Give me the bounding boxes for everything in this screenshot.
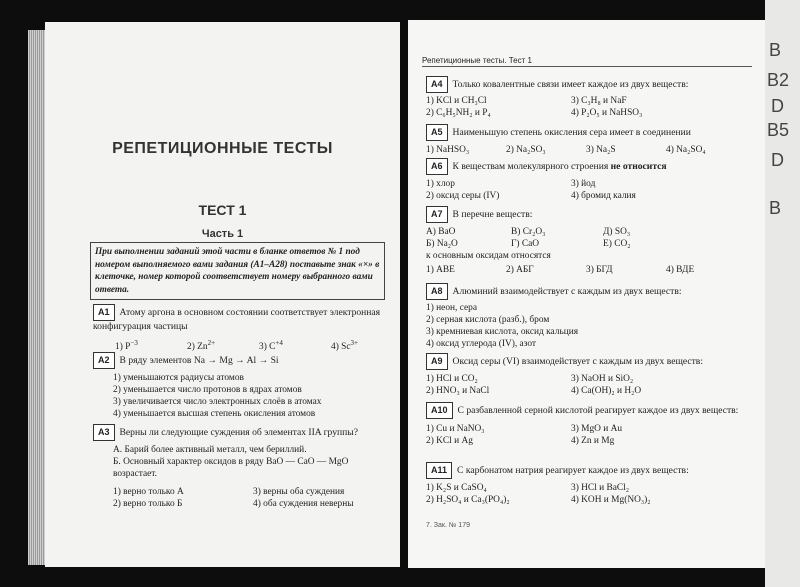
option-4[interactable]: 4) Sc <box>331 342 351 353</box>
option-1[interactable]: 1) K₂S и CaSO₄ <box>426 482 487 493</box>
statement-a: А. Барий более активный металл, чем бериллий. <box>113 444 307 455</box>
answer-options <box>426 264 751 276</box>
question-text: К веществам молекулярного строения <box>452 161 609 172</box>
option-1[interactable]: 1) Cu и NaNO₃ <box>426 423 485 434</box>
option-3-sup: +4 <box>275 339 283 347</box>
option-1[interactable]: 1) KCl и CH₃Cl <box>426 95 487 106</box>
answer-options <box>93 486 388 510</box>
question-label: A6 <box>426 158 448 175</box>
question-label: A2 <box>93 352 115 369</box>
question-label: A10 <box>426 402 453 419</box>
option-3[interactable]: 3) Na₂S <box>586 144 616 155</box>
option-2[interactable]: 2) уменьшается число протонов в ядрах атомов <box>113 384 302 395</box>
option-1[interactable]: 1) верно только А <box>113 486 184 497</box>
option-1[interactable]: 1) АВЕ <box>426 264 455 275</box>
question-a11 <box>426 462 751 506</box>
option-2[interactable]: 2) C₆H₅NH₂ и P₄ <box>426 107 491 118</box>
left-page <box>45 22 400 567</box>
question-text: С карбонатом натрия реагирует каждое из двух веществ: <box>457 465 689 476</box>
question-text: В ряду элементов Na → Mg → Al → Si <box>119 355 279 366</box>
answer-options <box>426 482 751 506</box>
substance-d: Д) SO₃ <box>603 226 631 237</box>
option-4[interactable]: 4) уменьшается высшая степень окисления атомов <box>113 408 316 419</box>
option-1[interactable]: 1) уменьшаются радиусы атомов <box>113 372 244 383</box>
substance-a: А) BaO <box>426 226 456 237</box>
option-3[interactable]: 3) йод <box>571 178 596 189</box>
question-text: Атому аргона в основном состоянии соответствует электронная конфигурация частицы <box>93 307 381 332</box>
question-emphasis: не относится <box>610 161 667 172</box>
question-text: Наименьшую степень окисления сера имеет в соединении <box>452 127 691 138</box>
test-title: ТЕСТ 1 <box>198 202 247 218</box>
question-label: A5 <box>426 124 448 141</box>
option-1-sup: −3 <box>130 339 138 347</box>
option-2[interactable]: 2) АБГ <box>506 264 534 275</box>
question-label: A7 <box>426 206 448 223</box>
question-text: Оксид серы (VI) взаимодействует с каждым из двух веществ: <box>452 356 703 367</box>
question-a6 <box>426 158 751 202</box>
section-title: РЕПЕТИЦИОННЫЕ ТЕСТЫ <box>112 140 333 157</box>
margin-mark: B <box>769 40 782 60</box>
option-4[interactable]: 4) Na₂SO₄ <box>666 144 706 155</box>
margin-mark: D <box>771 150 784 170</box>
answer-options <box>426 423 751 447</box>
option-2-sup: 2+ <box>207 339 216 347</box>
question-a3 <box>93 424 388 510</box>
question-a10 <box>426 402 751 447</box>
running-header: Репетиционные тесты. Тест 1 <box>422 56 752 67</box>
question-a5 <box>426 124 751 156</box>
substance-e: Е) CO₂ <box>603 238 631 249</box>
substance-list <box>426 226 751 250</box>
option-4[interactable]: 4) оксид углерода (IV), азот <box>426 338 537 349</box>
answer-options <box>426 178 751 202</box>
question-a8 <box>426 283 751 350</box>
question-label: A4 <box>426 76 448 93</box>
option-1[interactable]: 1) хлор <box>426 178 455 189</box>
option-3[interactable]: 3) NaOH и SiO₂ <box>571 373 634 384</box>
option-1[interactable]: 1) неон, сера <box>426 302 478 313</box>
option-4[interactable]: 4) Ca(OH)₂ и H₂O <box>571 385 642 396</box>
option-2[interactable]: 2) Zn <box>187 342 208 353</box>
option-2[interactable]: 2) KCl и Ag <box>426 435 473 446</box>
option-3[interactable]: 3) C₃H₈ и NaF <box>571 95 627 106</box>
option-3[interactable]: 3) HCl и BaCl₂ <box>571 482 630 493</box>
option-3[interactable]: 3) кремниевая кислота, оксид кальция <box>426 326 579 337</box>
option-4[interactable]: 4) ВДЕ <box>666 264 695 275</box>
option-4[interactable]: 4) P₂O₅ и NaHSO₃ <box>571 107 643 118</box>
option-4[interactable]: 4) оба суждения неверны <box>253 498 354 509</box>
question-text-2: к основным оксидам относятся <box>426 250 551 261</box>
option-4[interactable]: 4) Zn и Mg <box>571 435 615 446</box>
statement-b: Б. Основный характер оксидов в ряду BaO — CaO — MgO возрастает. <box>113 456 349 479</box>
question-a9 <box>426 353 751 397</box>
margin-mark: D <box>771 96 784 116</box>
question-text: Верны ли следующие суждения об элементах IIA группы? <box>119 427 358 438</box>
right-page <box>408 20 765 568</box>
question-label: A1 <box>93 304 115 321</box>
margin-mark: B <box>769 198 782 218</box>
option-4-sup: 3+ <box>350 339 358 347</box>
question-text: В перечне веществ: <box>452 209 533 220</box>
option-3[interactable]: 3) C <box>259 342 276 353</box>
option-2[interactable]: 2) Na₂SO₃ <box>506 144 546 155</box>
margin-strip <box>765 0 800 587</box>
option-3[interactable]: 3) увеличивается число электронных слоёв в атомах <box>113 396 322 407</box>
question-label: A3 <box>93 424 115 441</box>
margin-mark: B2 <box>767 70 790 90</box>
question-label: A9 <box>426 353 448 370</box>
question-text: С разбавленной серной кислотой реагирует каждое из двух веществ: <box>457 405 739 416</box>
answer-options <box>93 337 388 353</box>
option-4[interactable]: 4) KOH и Mg(NO₃)₂ <box>571 494 651 505</box>
option-4[interactable]: 4) бромид калия <box>571 190 636 201</box>
option-2[interactable]: 2) серная кислота (разб.), бром <box>426 314 550 325</box>
option-2[interactable]: 2) верно только Б <box>113 498 183 509</box>
answer-options <box>426 373 751 397</box>
option-3[interactable]: 3) верны оба суждения <box>253 486 345 497</box>
option-2[interactable]: 2) HNO₃ и NaCl <box>426 385 490 396</box>
option-1[interactable]: 1) P <box>115 342 131 353</box>
option-2[interactable]: 2) H₂SO₄ и Ca₃(PO₄)₂ <box>426 494 510 505</box>
part-title: Часть 1 <box>201 228 244 240</box>
page-footer: 7. Зак. № 179 <box>426 522 470 529</box>
question-label: A8 <box>426 283 448 300</box>
answer-options <box>426 144 751 156</box>
substance-v: В) Cr₂O₃ <box>511 226 546 237</box>
answer-options <box>426 95 751 119</box>
option-3[interactable]: 3) БГД <box>586 264 613 275</box>
instruction-box: При выполнении заданий этой части в бланке ответов № 1 под номером выполняемого вами задания (А1–А28) поставьте знак «×» в клеточке, номер которой соответствует номеру выбранного вами ответа. <box>90 242 385 300</box>
option-3[interactable]: 3) MgO и Au <box>571 423 623 434</box>
answer-options <box>93 372 388 420</box>
question-a4 <box>426 76 751 119</box>
question-text: Алюминий взаимодействует с каждым из двух веществ: <box>452 286 682 297</box>
question-a2 <box>93 352 388 420</box>
substance-b: Б) Na₂O <box>426 238 458 249</box>
option-1[interactable]: 1) HCl и CO₂ <box>426 373 478 384</box>
substance-g: Г) CaO <box>511 238 540 249</box>
option-2[interactable]: 2) оксид серы (IV) <box>426 190 500 201</box>
answer-options <box>426 302 751 350</box>
option-1[interactable]: 1) NaHSO₃ <box>426 144 470 155</box>
question-a7 <box>426 206 751 276</box>
question-label: A11 <box>426 462 452 479</box>
question-a1 <box>93 304 388 353</box>
question-text: Только ковалентные связи имеет каждое из двух веществ: <box>452 79 689 90</box>
margin-mark: B5 <box>767 120 790 140</box>
